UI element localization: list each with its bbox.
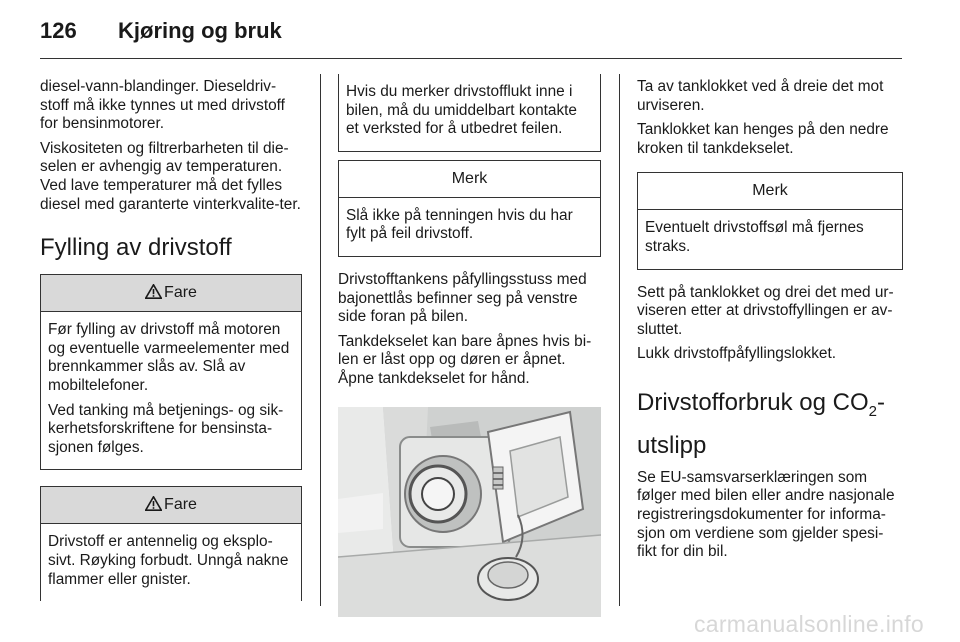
paragraph: Tanklokket kan henges på den nedre kroken til tankdekselet. bbox=[637, 121, 889, 157]
column-2 bbox=[338, 74, 601, 622]
paragraph: Eventuelt drivstoffsøl må fjernes straks. bbox=[645, 219, 864, 255]
danger-box-header bbox=[41, 487, 301, 524]
paragraph: Se EU-samsvarserklæringen som følger med bilen eller andre nasjonale registreringsdokumenter for informa-sjon om verdiene som gjelder spesi-fikt for din bil. bbox=[637, 468, 895, 561]
heading-text: Drivstofforbruk og CO bbox=[637, 388, 869, 416]
danger-box-title: Fare bbox=[164, 284, 197, 302]
header-rule bbox=[40, 58, 902, 59]
paragraph: Viskositeten og filtrerbarheten til die-selen er avhengig av temperaturen. Ved lave temperaturer må det fylles diesel med garanterte vinterkvalite-ter. bbox=[40, 139, 301, 213]
paragraph: Hvis du merker drivstofflukt inne i bilen, må du umiddelbart kontakte et verksted for å utbedret feilen. bbox=[346, 83, 577, 138]
section-heading: Fylling av drivstoff bbox=[40, 234, 232, 262]
paragraph: Lukk drivstoffpåfyllingslokket. bbox=[637, 345, 837, 363]
warning-triangle-icon bbox=[145, 284, 162, 299]
note-box-header: Merk bbox=[339, 161, 600, 198]
column-divider bbox=[619, 74, 620, 606]
column-divider bbox=[320, 74, 321, 606]
danger-box-header bbox=[41, 275, 301, 312]
page-header-title: Kjøring og bruk bbox=[118, 18, 282, 43]
column-1 bbox=[40, 78, 302, 615]
paragraph: Slå ikke på tenningen hvis du har fylt på feil drivstoff. bbox=[346, 206, 573, 243]
paragraph: diesel-vann-blandinger. Dieseldriv-stoff må ikke tynnes ut med drivstoff for bensinmotorer. bbox=[40, 78, 285, 133]
fuel-filler-illustration bbox=[338, 407, 601, 617]
paragraph: Ved tanking må betjenings- og sik-kerhetsforskriftene for bensinsta-sjonen følges. bbox=[48, 401, 284, 456]
heading-text: -utslipp bbox=[637, 388, 885, 459]
danger-box-title: Fare bbox=[164, 496, 197, 514]
note-box-header: Merk bbox=[638, 173, 902, 210]
warning-triangle-icon bbox=[145, 496, 162, 511]
danger-box-continued bbox=[338, 74, 601, 152]
paragraph: Drivstoff er antennelig og eksplo-sivt. Røyking forbudt. Unngå nakne flammer eller gnister. bbox=[48, 533, 289, 588]
danger-box bbox=[40, 486, 302, 601]
watermark: carmanualsonline.info bbox=[693, 611, 924, 637]
column-3 bbox=[637, 78, 903, 568]
paragraph: Ta av tanklokket ved å dreie det mot urviseren. bbox=[637, 78, 884, 114]
paragraph: Tankdekselet kan bare åpnes hvis bi-len er låst opp og døren er åpnet. Åpne tankdekselet for hånd. bbox=[338, 332, 592, 387]
page-number: 126 bbox=[40, 18, 77, 43]
heading-subscript: 2 bbox=[868, 402, 877, 420]
section-heading bbox=[637, 386, 903, 463]
note-box bbox=[637, 172, 903, 269]
paragraph: Drivstofftankens påfyllingsstuss med bajonettlås befinner seg på venstre side foran på bilen. bbox=[338, 270, 587, 326]
paragraph: Før fylling av drivstoff må motoren og eventuelle varmeelementer med brennkammer slås av. Slå av mobiltelefoner. bbox=[48, 321, 290, 394]
paragraph: Sett på tanklokket og drei det med ur-viseren etter at drivstoffyllingen er av-sluttet. bbox=[637, 283, 894, 338]
note-box bbox=[338, 160, 601, 257]
danger-box bbox=[40, 274, 302, 470]
